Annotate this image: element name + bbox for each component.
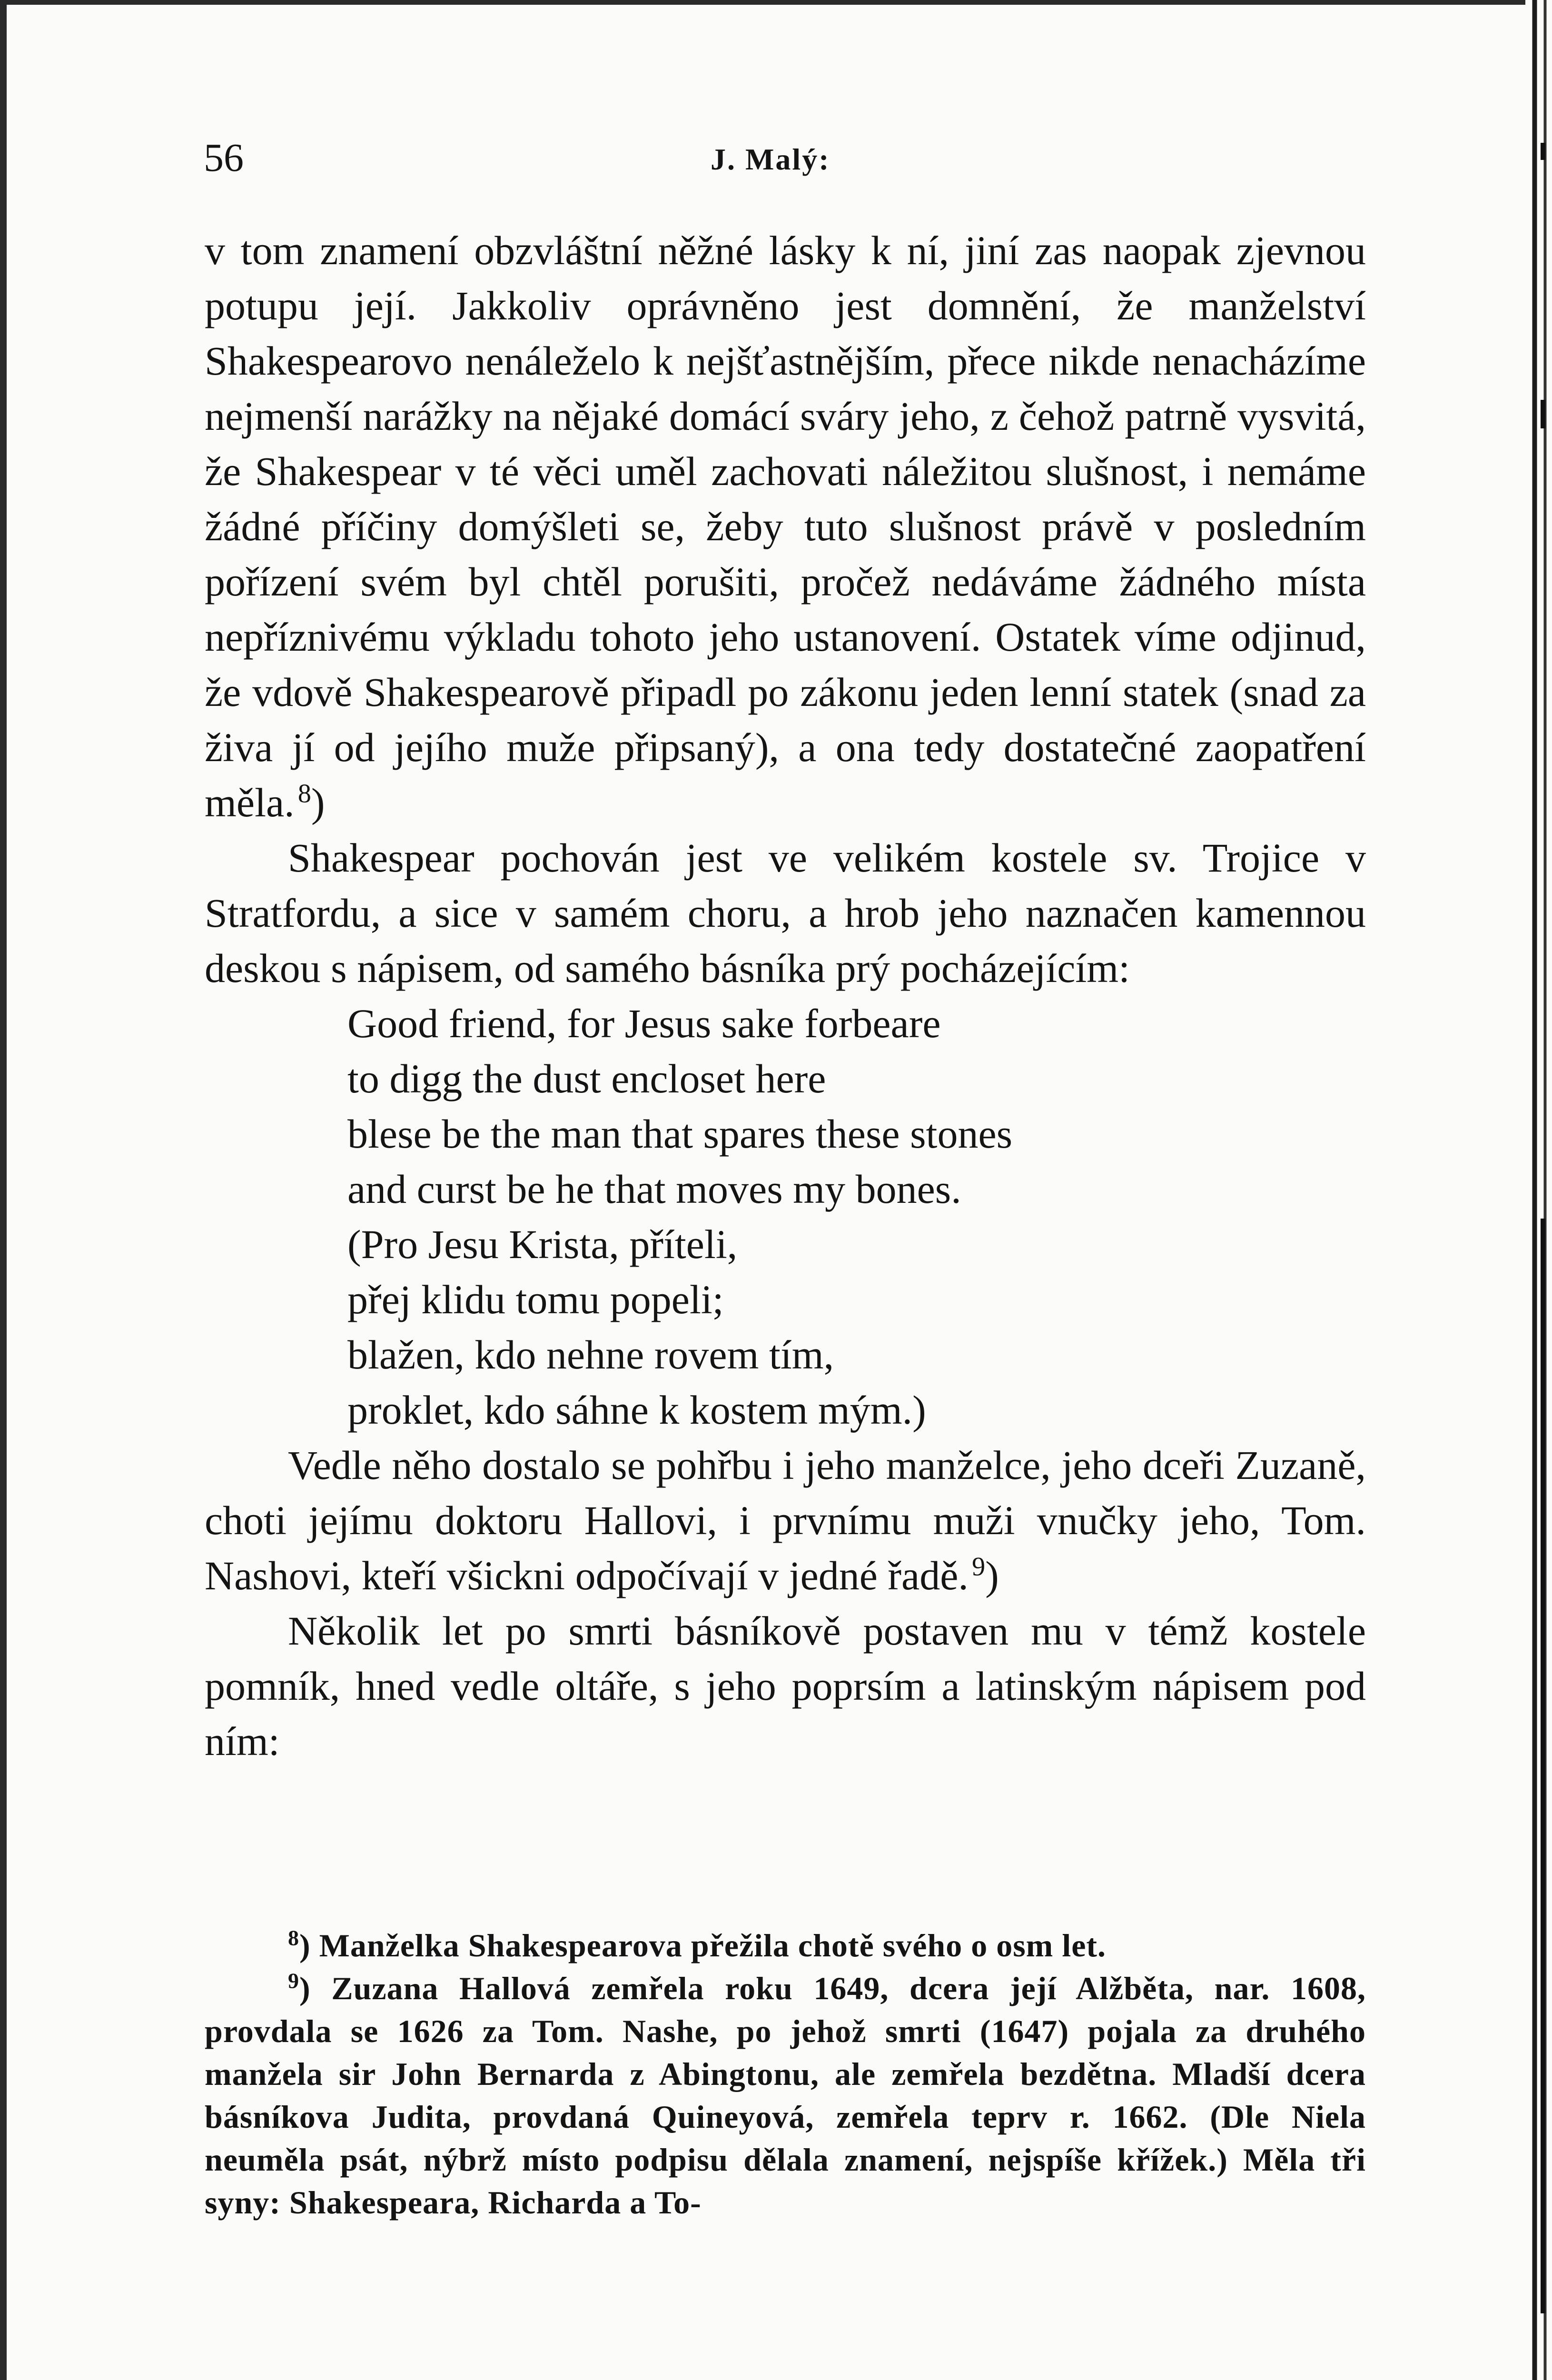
paragraph-text: Vedle něho dostalo se pohřbu i jeho manželce, jeho dceři Zuzaně, choti jejímu doktoru Hallovi, i prvnímu muži vnučky jeho, Tom. Nashovi, kteří všickni odpočívají v jedné řadě. bbox=[205, 1442, 1366, 1598]
footnote-mark: 8 bbox=[288, 1925, 299, 1950]
footnote-reference-close: ) bbox=[985, 1553, 999, 1598]
edge-mark bbox=[1541, 400, 1545, 428]
paragraph-text: v tom znamení obzvláštní něžné lásky k ní, jiní zas naopak zjevnou potupu její. Jakkoliv oprávněno jest domnění, že manželství Shakespearovo nenáleželo k nejšťastnějším, přece nikde nenacházíme nejmenší narážky na nějaké domácí sváry jeho, z čehož patrně vysvitá, že Shakespear v té věci uměl zachovati náležitou slušnost, i nemáme žádné příčiny domýšleti se, žeby tuto slušnost právě v posledním pořízení svém byl chtěl porušiti, pročež nedáváme žádného místa nepříznivému výkladu tohoto jeho ustanovení. Ostatek víme odjinud, že vdově Shakespearově připadl po zákonu jeden lenní statek (snad za živa jí od jejího muže připsaný), a ona tedy dostatečné zaopatření měla. bbox=[205, 228, 1366, 825]
poem-line: (Pro Jesu Krista, příteli, bbox=[347, 1221, 738, 1267]
footnote bbox=[205, 1924, 1366, 1967]
poem-line: and curst be he that moves my bones. bbox=[347, 1166, 961, 1212]
paragraph bbox=[205, 223, 1366, 830]
footnote-reference: 8 bbox=[297, 779, 311, 809]
footnote-reference: 9 bbox=[972, 1552, 986, 1582]
poem-line: to digg the dust encloset here bbox=[347, 1056, 826, 1101]
footnote-reference-close: ) bbox=[311, 780, 325, 825]
footnote-text: ) Zuzana Hallová zemřela roku 1649, dcera její Alžběta, nar. 1608, provdala se 1626 za Tom. Nashe, po jehož smrti (1647) pojala za druhého manžela sir John Bernarda z Abingtonu, ale zemřela bezdětna. Mladší dcera básníkova Judita, provdaná Quineyová, zemřela teprv r. 1662. (Dle Niela neuměla psát, nýbrž místo podpisu dělala znamení, nejspíše křížek.) Měla tři syny: Shakespeara, Richarda a To- bbox=[205, 1970, 1366, 2221]
poem-line: blese be the man that spares these stones bbox=[347, 1111, 1013, 1157]
edge-mark bbox=[1541, 1219, 1545, 2313]
footnote-text: ) Manželka Shakespearova přežila chotě svého o osm let. bbox=[299, 1927, 1107, 1964]
poem-line: Good friend, for Jesus sake forbeare bbox=[347, 1001, 941, 1046]
poem-line: blažen, kdo nehne rovem tím, bbox=[347, 1332, 834, 1378]
footnotes bbox=[205, 1924, 1366, 2224]
paragraph: Shakespear pochován jest ve velikém kostele sv. Trojice v Stratfordu, a sice v samém choru, a hrob jeho naznačen kamennou deskou s nápisem, od samého básníka prý pocházejícím: bbox=[205, 835, 1366, 991]
page-header bbox=[204, 134, 1365, 187]
poem-line: přej klidu tomu popeli; bbox=[347, 1277, 724, 1322]
running-head: J. Malý: bbox=[711, 142, 830, 176]
epitaph-poem bbox=[205, 996, 1366, 1438]
edge-mark bbox=[1541, 143, 1545, 160]
footnote-mark: 9 bbox=[288, 1968, 299, 1993]
footnote bbox=[205, 1967, 1366, 2224]
paragraph bbox=[205, 1438, 1366, 1603]
binding-edge bbox=[1525, 0, 1552, 2380]
poem-line: proklet, kdo sáhne k kostem mým.) bbox=[347, 1387, 926, 1433]
paragraph: Několik let po smrti básníkově postaven mu v témž kostele pomník, hned vedle oltáře, s jeho poprsím a latinským nápisem pod ním: bbox=[205, 1608, 1366, 1764]
page-number: 56 bbox=[204, 136, 244, 180]
main-text bbox=[205, 223, 1366, 1769]
